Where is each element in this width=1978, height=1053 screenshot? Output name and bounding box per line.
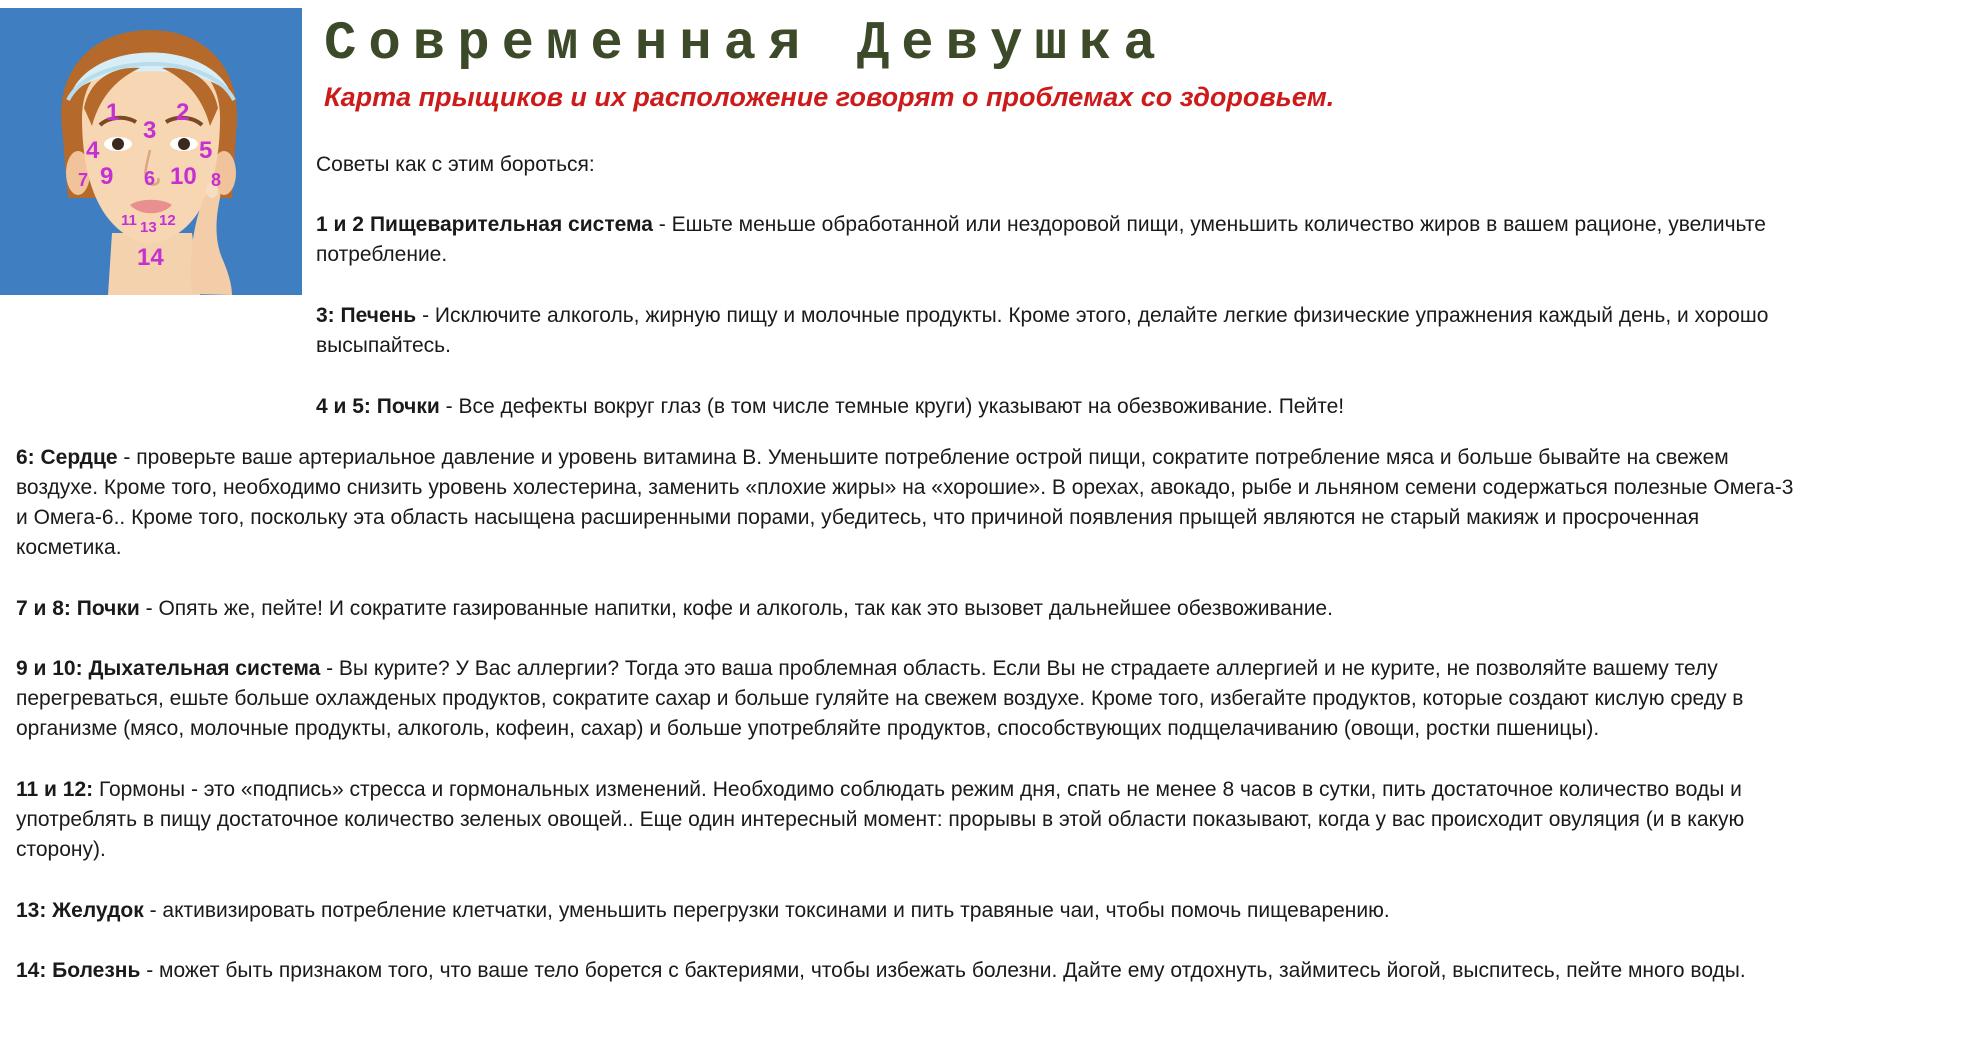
tip-line: косметика. <box>16 536 122 559</box>
tip-label: 13: Желудок <box>16 899 144 922</box>
zone-8-label: 8 <box>211 170 222 190</box>
zone-6-label: 6 <box>144 168 156 190</box>
zone-7-label: 7 <box>78 170 89 190</box>
zone-10-label: 10 <box>170 163 197 190</box>
tip-line: перегреваться, ешьте больше охлажденых продуктов, сократите сахар и больше гуляйте на свежем воздухе. Кроме того, избегайте продуктов, которые создают кислую среду в <box>16 687 1744 710</box>
tip-line: организме (мясо, молочные продукты, алкоголь, кофеин, сахар) и больше употребляйте продуктов, способствующих подщелачиванию (овощи, ростки пшеницы). <box>16 717 1600 740</box>
tip-title: Пищеварительная система <box>369 213 653 236</box>
zone-1-label: 1 <box>106 99 120 126</box>
page-subtitle: Карта прыщиков и их расположение говорят о проблемах со здоровьем. <box>324 82 1335 112</box>
tip-text: - Ешьте меньше обработанной или нездоровой пищи, уменьшить количество жиров в вашем рационе, увеличьте <box>652 213 1766 236</box>
tip-label: 4 и 5: Почки <box>316 395 440 418</box>
site-title: Современная Девушка <box>324 14 1168 75</box>
tip-line: высыпайтесь. <box>316 334 451 357</box>
tip-label: 9 и 10: Дыхательная система <box>16 657 321 680</box>
tip-text: - активизировать потребление клетчатки, уменьшить перегрузки токсинами и пить травяные чаи, чтобы помочь пищеварению. <box>143 899 1390 922</box>
tip-text: - может быть признаком того, что ваше тело борется с бактериями, чтобы избежать болезни. Дайте ему отдохнуть, займитесь йогой, выспитесь, пейте много воды. <box>140 959 1746 982</box>
intro-text: Советы как с этим бороться: <box>316 153 595 176</box>
zone-3-label: 3 <box>143 117 157 144</box>
zone-5-label: 5 <box>199 137 213 164</box>
tip-line: воздухе. Кроме того, необходимо снизить уровень холестерина, заменить «плохие жиры» на «хорошие». В орехах, авокадо, рыбе и льняном семени содержаться полезные Омега-3 <box>16 476 1794 499</box>
tip-line: и Омега-6.. Кроме того, поскольку эта область насыщена расширенными порами, убедитесь, что причиной появления прыщей являются не старый макияж и просроченная <box>16 506 1700 529</box>
tip-line <box>16 956 1746 986</box>
zone-14-label: 14 <box>137 244 164 271</box>
tip-text: - проверьте ваше артериальное давление и уровень витамина B. Уменьшите потребление острой пищи, сократите потребление мяса и больше бывайте на свежем <box>117 446 1729 469</box>
zone-13-label: 13 <box>140 219 157 236</box>
tip-text: - Вы курите? У Вас аллергии? Тогда это ваша проблемная область. Если Вы не страдаете аллергией и не курите, не позволяйте вашему телу <box>320 657 1718 680</box>
tip-line <box>316 210 1766 240</box>
tip-label: 1 и 2 <box>316 213 364 236</box>
zone-11-label: 11 <box>121 212 137 229</box>
tip-line: употреблять в пищу достаточное количество зеленых овощей.. Еще один интересный момент: прорывы в этой области показывают, когда у вас происходит овуляция (и в какую <box>16 808 1745 831</box>
zone-12-label: 12 <box>159 212 176 229</box>
tip-text: - Все дефекты вокруг глаз (в том числе темные круги) указывают на обезвоживание. Пейте! <box>439 395 1345 418</box>
tip-label: 11 и 12: <box>16 778 94 801</box>
tip-line <box>316 392 1344 422</box>
tip-label: 7 и 8: Почки <box>16 597 140 620</box>
tip-label: 3: Печень <box>316 304 417 327</box>
face-map-image <box>0 8 302 295</box>
tip-label: 14: Болезнь <box>16 959 141 982</box>
zone-4-label: 4 <box>86 137 100 164</box>
zone-9-label: 9 <box>100 163 114 190</box>
tip-line <box>16 775 1742 805</box>
zone-2-label: 2 <box>176 99 190 126</box>
tip-line <box>16 594 1333 624</box>
tip-line: сторону). <box>16 838 106 861</box>
face-illustration <box>0 8 302 295</box>
tip-line <box>16 443 1729 473</box>
tip-text: - Опять же, пейте! И сократите газированные напитки, кофе и алкоголь, так как это вызовет дальнейшее обезвоживание. <box>139 597 1333 620</box>
tip-text: Гормоны - это «подпись» стресса и гормональных изменений. Необходимо соблюдать режим дня, спать не менее 8 часов в сутки, пить достаточное количество воды и <box>93 778 1742 801</box>
tip-text: - Исключите алкоголь, жирную пищу и молочные продукты. Кроме этого, делайте легкие физические упражнения каждый день, и хорошо <box>416 304 1769 327</box>
tip-line <box>16 896 1390 926</box>
tip-line: потребление. <box>316 243 448 266</box>
tip-label: 6: Сердце <box>16 446 118 469</box>
tip-line <box>316 301 1768 331</box>
tip-line <box>16 654 1718 684</box>
